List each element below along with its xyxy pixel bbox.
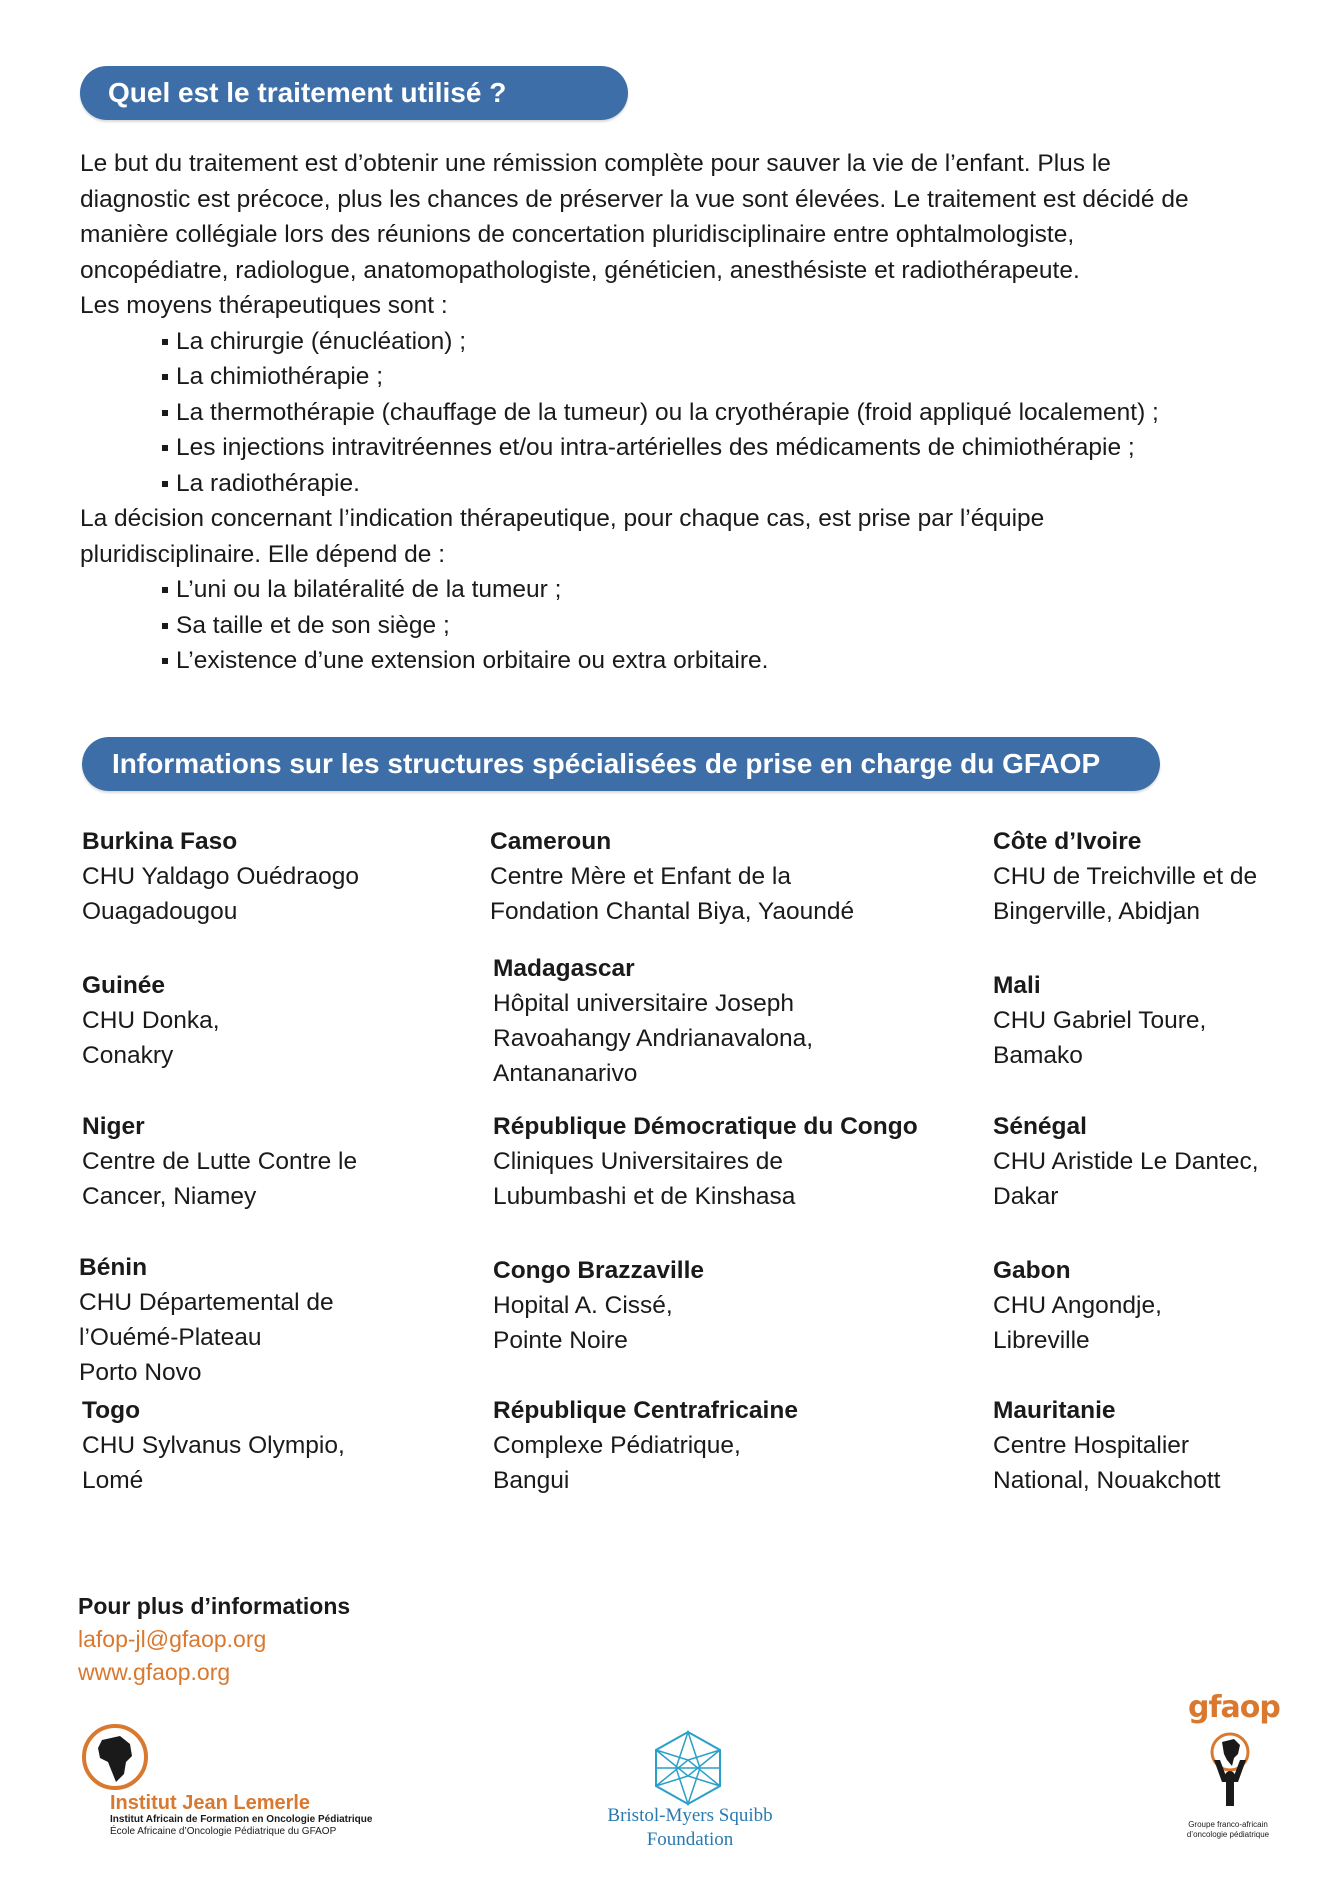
ijl-subtitle: Institut Africain de Formation en Oncologie Pédiatrique xyxy=(110,1814,373,1825)
country-name: République Démocratique du Congo xyxy=(493,1113,918,1140)
gfaop-subtitle: Groupe franco-africain xyxy=(1188,1820,1268,1829)
structure-line: CHU Angondje, xyxy=(993,1292,1162,1319)
contact-block xyxy=(78,1590,350,1689)
means-list xyxy=(80,324,1270,502)
structure-line: CHU Départemental de xyxy=(79,1289,334,1316)
structure-entry xyxy=(993,1393,1220,1498)
structure-line: Conakry xyxy=(82,1042,174,1069)
child-globe-icon xyxy=(1200,1730,1260,1810)
bms-foundation: Foundation xyxy=(646,1829,734,1850)
structure-line: Lomé xyxy=(82,1467,144,1494)
country-name: Guinée xyxy=(82,972,166,999)
gfaop-subtitle: d’oncologie pédiatrique xyxy=(1186,1830,1270,1839)
structure-line: Pointe Noire xyxy=(493,1327,628,1354)
structure-line: Centre Mère et Enfant de la xyxy=(490,863,791,890)
section-title-text: Quel est le traitement utilisé ? xyxy=(108,77,507,108)
website-link[interactable]: www.gfaop.org xyxy=(78,1659,231,1685)
country-name: Congo Brazzaville xyxy=(493,1257,705,1284)
structure-line: CHU Yaldago Ouédraogo xyxy=(82,863,359,890)
structure-entry xyxy=(993,1253,1162,1358)
section-title-text: Informations sur les structures spécialisées de prise en charge du GFAOP xyxy=(112,748,1101,779)
list-item-text: L’uni ou la bilatéralité de la tumeur ; xyxy=(176,576,562,603)
structure-entry xyxy=(82,1393,345,1498)
paragraph-line: manière collégiale lors des réunions de concertation pluridisciplinaire entre ophtalmologiste, xyxy=(80,221,1075,248)
country-name: Mali xyxy=(993,972,1041,999)
structure-entry xyxy=(82,1109,357,1214)
structure-line: Centre de Lutte Contre le xyxy=(82,1148,358,1175)
bms-name: Bristol-Myers Squibb xyxy=(607,1805,773,1826)
treatment-text xyxy=(80,146,1270,679)
bms-star-icon xyxy=(648,1728,728,1808)
section-title-structures xyxy=(82,737,1160,791)
structure-entry xyxy=(493,1393,798,1498)
structure-line: CHU Aristide Le Dantec, xyxy=(993,1148,1259,1175)
list-item-text: La chirurgie (énucléation) ; xyxy=(176,327,467,355)
structure-line: Bingerville, Abidjan xyxy=(993,898,1201,925)
list-item xyxy=(80,608,1270,644)
structure-entry xyxy=(79,1250,334,1390)
structure-entry xyxy=(82,968,220,1073)
structure-entry xyxy=(82,824,359,929)
list-item-text: La radiothérapie. xyxy=(176,469,360,497)
list-item-text: Sa taille et de son siège ; xyxy=(176,611,450,639)
country-name: République Centrafricaine xyxy=(493,1397,798,1424)
paragraph-line: Le but du traitement est d’obtenir une rémission complète pour sauver la vie de l’enfant. Plus le xyxy=(80,150,1111,177)
bms-logo xyxy=(585,1728,795,1848)
structure-line: l’Ouémé-Plateau xyxy=(79,1324,262,1351)
list-item xyxy=(80,430,1270,466)
list-item xyxy=(80,324,1270,360)
list-item-text: La chimiothérapie ; xyxy=(176,363,384,390)
structure-line: Bangui xyxy=(493,1467,570,1494)
structure-entry xyxy=(993,824,1257,929)
country-name: Niger xyxy=(82,1113,145,1140)
structure-entry xyxy=(993,968,1206,1073)
country-name: Togo xyxy=(82,1397,141,1424)
country-name: Gabon xyxy=(993,1257,1071,1284)
gfaop-logo xyxy=(1168,1690,1288,1850)
paragraph-line: diagnostic est précoce, plus les chances de préserver la vue sont élevées. Le traitement est décidé de xyxy=(80,185,1189,213)
structure-line: Fondation Chantal Biya, Yaoundé xyxy=(490,898,855,925)
structure-line: National, Nouakchott xyxy=(993,1467,1221,1494)
structure-line: CHU Gabriel Toure, xyxy=(993,1007,1207,1034)
ijl-subtitle: École Africaine d’Oncologie Pédiatrique du GFAOP xyxy=(110,1826,337,1837)
list-item xyxy=(80,466,1270,502)
section-title-treatment xyxy=(80,66,628,120)
email-link[interactable]: lafop-jl@gfaop.org xyxy=(78,1626,267,1652)
structure-line: CHU Sylvanus Olympio, xyxy=(82,1432,345,1459)
paragraph-line: pluridisciplinaire. Elle dépend de : xyxy=(80,540,445,568)
globe-africa-icon xyxy=(80,1722,150,1792)
country-name: Sénégal xyxy=(993,1113,1087,1140)
gfaop-wordmark: gfaop xyxy=(1188,1690,1280,1725)
structure-line: Bamako xyxy=(993,1042,1083,1069)
structure-line: CHU Donka, xyxy=(82,1007,220,1034)
structure-line: Antananarivo xyxy=(493,1060,638,1087)
list-item xyxy=(80,643,1270,679)
structure-line: Complexe Pédiatrique, xyxy=(493,1432,741,1459)
country-name: Mauritanie xyxy=(993,1397,1116,1424)
structure-line: Ravoahangy Andrianavalona, xyxy=(493,1025,814,1052)
country-name: Bénin xyxy=(79,1254,148,1281)
structure-line: Dakar xyxy=(993,1183,1059,1210)
paragraph-line: La décision concernant l’indication thérapeutique, pour chaque cas, est prise par l’équipe xyxy=(80,505,1045,532)
list-item-text: La thermothérapie (chauffage de la tumeur) ou la cryothérapie (froid appliqué localement) ; xyxy=(176,398,1159,426)
ijl-logo xyxy=(80,1722,373,1842)
structure-entry xyxy=(993,1109,1259,1214)
list-item xyxy=(80,359,1270,395)
means-intro: Les moyens thérapeutiques sont : xyxy=(80,292,448,319)
structure-entry xyxy=(490,824,854,929)
structure-line: Cliniques Universitaires de xyxy=(493,1148,784,1175)
structure-line: Centre Hospitalier xyxy=(993,1432,1190,1459)
structure-line: CHU de Treichville et de xyxy=(993,863,1258,890)
country-name: Burkina Faso xyxy=(82,828,238,855)
structure-entry xyxy=(493,1253,704,1358)
paragraph-line: oncopédiatre, radiologue, anatomopathologiste, généticien, anesthésiste et radiothérapeute. xyxy=(80,256,1080,284)
structure-line: Porto Novo xyxy=(79,1359,202,1386)
list-item-text: Les injections intravitréennes et/ou intra-artérielles des médicaments de chimiothérapie ; xyxy=(176,434,1135,461)
contact-heading: Pour plus d’informations xyxy=(78,1593,351,1619)
country-name: Madagascar xyxy=(493,955,635,982)
structure-line: Lubumbashi et de Kinshasa xyxy=(493,1183,796,1210)
list-item xyxy=(80,572,1270,608)
structure-entry xyxy=(493,951,813,1091)
structure-line: Ouagadougou xyxy=(82,898,238,925)
factors-list xyxy=(80,572,1270,679)
list-item xyxy=(80,395,1270,431)
structure-line: Libreville xyxy=(993,1327,1090,1354)
country-name: Cameroun xyxy=(490,828,612,855)
country-name: Côte d’Ivoire xyxy=(993,828,1142,855)
structure-entry xyxy=(493,1109,918,1214)
structure-line: Hopital A. Cissé, xyxy=(493,1292,673,1319)
structure-line: Hôpital universitaire Joseph xyxy=(493,990,794,1017)
ijl-name: Institut Jean Lemerle xyxy=(110,1792,311,1814)
structure-line: Cancer, Niamey xyxy=(82,1183,257,1210)
list-item-text: L’existence d’une extension orbitaire ou extra orbitaire. xyxy=(176,647,769,674)
